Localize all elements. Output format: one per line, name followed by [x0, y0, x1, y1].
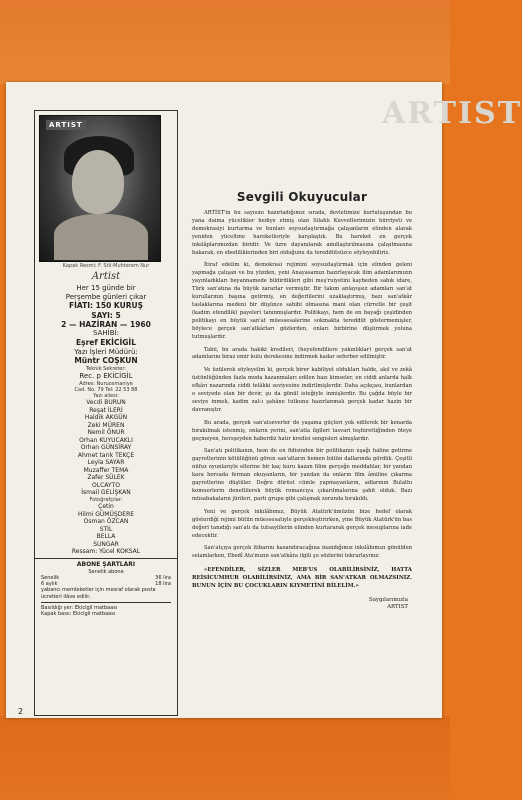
writer-name: Muzaffer TEMA — [83, 466, 129, 474]
address: Adres: Nuruosmaniye — [79, 380, 133, 387]
subscription-title: ABONE ŞARTLARI — [76, 561, 136, 569]
owner-name: Eşref EKİCİGİL — [76, 338, 136, 348]
frequency-line: Her 15 günde bir — [76, 283, 136, 292]
editor-label: Yazı İşleri Müdürü: — [74, 347, 138, 356]
writers-label: Yazı ailesi: — [93, 393, 119, 400]
writer-name: Ahmet tarık TEKÇE — [77, 451, 135, 459]
divider — [35, 558, 177, 559]
cover-magazine-label: ARTIST — [46, 120, 86, 130]
price: FİATI: 150 KURUŞ — [69, 301, 143, 311]
masthead-title: Artist — [91, 271, 121, 283]
orange-background-top — [0, 0, 450, 84]
magazine-page — [6, 82, 522, 718]
cover-shoulder — [54, 214, 148, 260]
article-paragraph: İtiraf edelim ki, demokrasi rejimini soysuzlaştırmak için elinden geleni yapmağa çalışan ve bu yüzden, yeni Anayasamızı hazırlayacak ilim adamlarımızın yayınladıkları beyannamede bildirdikleri gibi meş'ruiyetini kaybeden sabık idare, Türk san'atına da büyük zararlar vermiştir. Bir takım anlayışsız adamları san'at kurullarının başına getirmiş, en değerlilerini uzaklaştırmış, bazı san'atkâr taslaklarına medeni bir düşünce sahibi olmasına mani olan cürretle bir çeşit (kadim efendilik) payeleri tanınmışlardır. Politikayı, hem de en bayağı çeşidinden politikayı en büyük san'at müessesalerine sokmakta tereddüt göstermemişler, böylece gerçek san'atkârları gözlerden, onları birbirine düşürmek yoluna tutmuşlardır. — [192, 262, 412, 340]
article-paragraph: San'atı politikanın, hem de en fidisinden bir politikanın uşağı haline getirme gayretlerinin kötülüğünü gören san'atların hemen bütün dallarında gördük. Çeşitli nüfuz oyunlarıyle ellerine bir kaç kuru kazan filim gerçeğe meddahlar, bir yandan kara borsada ferman okuyanların, bir yandan da onların film âmiline çıkarma gayretlerine düştüler. Doğru dürüst cümle yapmayanların, adlarının Bulathı komuerlerin denetlilerek büyük romancıya çıkarılmalarına şahit olduk. Bazı müsabakaların jürileri, parti grupu gibi çalışmak zorunda bırakıldı. — [192, 448, 412, 502]
publish-day-line: Perşembe günleri çıkar — [65, 292, 147, 301]
signoff: Saygılarımızla — [369, 596, 408, 603]
photographer-name: SUNGAR — [93, 540, 119, 548]
writer-name: Zeki MÜREN — [87, 421, 125, 429]
photographers-label: Fotoğrafçılar: — [89, 496, 123, 503]
subscription-price: 36 lira — [155, 574, 171, 581]
page-number: 2 — [18, 707, 24, 716]
writer-name: İsmail GELİŞKAN — [81, 489, 131, 497]
photographers-list — [35, 503, 177, 548]
owner-label: SAHİBİ: — [93, 329, 119, 338]
subscription-period: 6 aylık — [41, 581, 58, 588]
article-paragraph: Bu arada, gerçek san'atseverler de yaşama güçleri yok edilerek bir kenarda bırakılmak istenmiş, onların yerini, san'atla ilgileri tasvari teşhirettiğinden öteye geçmeyen, hersşeyden haberdiz hatır kredisi sengisleri almışlardır. — [192, 419, 412, 442]
article-paragraph: Tabii, bu arada hakiki kredileri, (heyefendiliere yakınlıklar) gerçek san'at adamlarını biraz emir kulu derekesine indirmek kadar seferber edilmiştir. — [192, 346, 412, 361]
article-paragraph: Yeni ve gerçek inkılâbımız, Büyük Atatürk'ümüzün bize hedef olarak gösterdiği rejimi bütün müessesatıyle gerçekleştirirken, yine Büyük Atatürk'ün bas değeri tanıdığı san'atı da tutsaylilerin elinden kurtararak gerçek mesuplarına iade edecektir. — [192, 508, 412, 539]
editorial-column — [192, 190, 412, 612]
subscription-period: Senelik — [41, 574, 60, 581]
writer-name: Leyla SAYAR — [87, 459, 125, 467]
photographer-name: Çetin — [98, 503, 114, 511]
masthead-column — [34, 110, 178, 716]
cover-printer-line: Kapak basıı: Ekicigil matbaası — [41, 611, 116, 618]
printer-line: Basıldığı yer: Ekicigil matbaası — [41, 604, 118, 611]
foreign-note: yabancı memleketler için mesraf olarak posta ücretleri ilâve edilir. — [41, 587, 156, 600]
writer-name: Reşat İLERİ — [89, 406, 123, 414]
article-paragraph: San'atçıya gerçek itibarını kazandıracağına inandığımız inkılâbımızı gönülden selamlarken, Ebedî Ata'mızın san'atkâra ilgili şu sözlerini tekrarlayınız: — [192, 545, 412, 560]
article-paragraph: Ve üzülerek söyleyelim ki, gerçek birer kabiliyet oldukları halde, akıl ve zekâ üstünlüğünden fazla moda kazanmaları edilen bazı kimseler, en ciddi anlarda halk efkârı nazarında ciddi telâkki seviyesine indirilmişlerdir. Daha açıkçası, bunlardan o seviyede olan bir devir, şu da gönül isteğiyle inmişlerdir. Bu çağda böyle bir seviye inmek, kadim zat-ı şahâne tutkunu hazırlanmalı gerçek kadar hazin bir davranıştır. — [192, 367, 412, 413]
masthead — [35, 263, 177, 617]
signature: ARTIST — [387, 604, 408, 611]
article-heading: Sevgili Okuyucular — [236, 190, 368, 204]
editor-name: Müntr COŞKUN — [74, 356, 138, 366]
cover-caption: Kapak Resmi: F. Stil-Muhterem Nur — [62, 263, 150, 269]
photographer-name: STİL — [99, 525, 113, 533]
writer-name: Vecdi BURUN — [86, 399, 126, 407]
subscription-box — [35, 561, 177, 617]
divider — [41, 602, 171, 603]
writer-name: Zafer SÜLEK — [87, 474, 125, 482]
bleed-through-text: ARTIST — [382, 96, 522, 131]
article-paragraph: ARTİST'in bu sayısını hazırladığımız sırada, devletimize kurtuluşundan bu yana daima yücelikler hediye etmiş olan Silahlı Kuvvetlerimizin hürriyeti ve demokrasiyi kurtarma ve bunları soysuzlaştırmağa çalışanların elinden alarak yeniden yüceltme hareketleriyle karşılaştık. Bu hareket en gerçek inkılâplarımızdan biridir. Ve üzre dayanılarak amıllaştırılmasına çalışılmasına bakarak, en ebediliklerinden biri olduğunu da tereddütsüzce söyleyebiliriz. — [192, 210, 412, 256]
ataturk-quote: «EFENDİLER, SİZLER MEB'US OLABİLİRSİNİZ, HATTA REİSİCUMHUR OLABİLİRSİNİZ, AMA BİR SAN'ATKAR OLMAZSINIZ. BUNUN İÇİN BU ÇOCUKLARIN KIYMETİNİ BİLELİM.» — [192, 567, 412, 590]
artist-credit: Ressam: Yücel KOKSAL — [71, 548, 141, 556]
writer-name: Orhan KUYUCAKLI — [79, 436, 133, 444]
orange-background-bottom — [0, 716, 450, 800]
writer-name: Nemil ÖNUR — [87, 429, 125, 437]
writer-name: Orhan GÜNSİRAY — [80, 444, 132, 452]
writer-name: Haldik AKGÜN — [84, 414, 128, 422]
issue-date: 2 — HAZİRAN — 1960 — [61, 320, 151, 329]
subscription-price: 18 lira — [155, 581, 171, 588]
cover-face — [72, 150, 124, 214]
writers-list — [35, 399, 177, 497]
issue-number: SAYI: 5 — [91, 310, 121, 320]
photographer-name: Hilmi GÜMÜŞDERE — [77, 510, 135, 518]
tech-label: Teknik Sekreter: — [85, 365, 127, 372]
subscription-subtitle: Senelik abone — [88, 568, 124, 575]
address-line-2: Cad. No. 79 Tel: 22 53 88 — [74, 386, 138, 393]
tech-name: Rec. p EKİCİGİL — [79, 371, 133, 380]
photographer-name: BELLA — [96, 533, 116, 541]
photographer-name: Osman ÖZCAN — [83, 518, 129, 526]
writer-name: OLCAYTO — [92, 481, 120, 489]
cover-photo — [39, 115, 161, 262]
